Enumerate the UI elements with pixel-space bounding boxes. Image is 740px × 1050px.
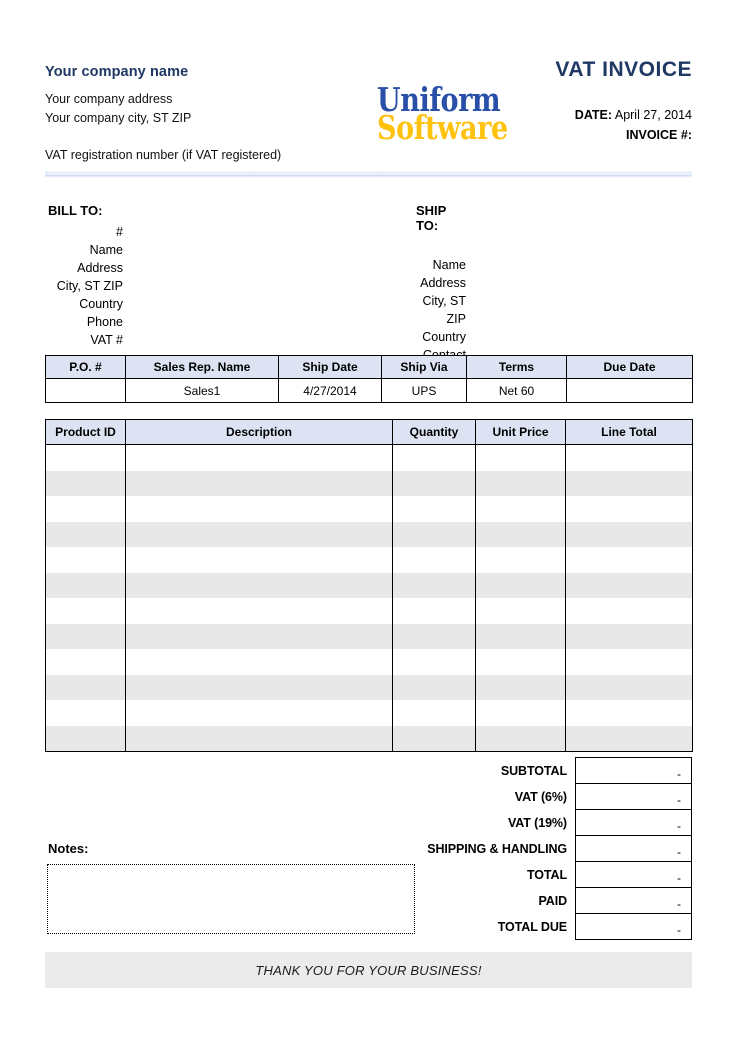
item-cell-product-id[interactable] [46, 522, 126, 548]
totals-row [403, 862, 692, 888]
item-cell-product-id[interactable] [46, 649, 126, 675]
ship-to-line[interactable]: Country [422, 330, 466, 344]
logo-text-uniform: Uniform [377, 80, 501, 119]
totals-label: SHIPPING & HANDLING [427, 842, 567, 856]
header-divider [45, 171, 692, 178]
item-cell-description[interactable] [126, 726, 393, 752]
uniform-software-logo [377, 80, 508, 147]
company-city-state-zip: Your company city, ST ZIP [45, 111, 192, 125]
item-cell-line-total[interactable] [566, 649, 693, 675]
ship-to-block [416, 203, 466, 364]
items-header-unit-price: Unit Price [476, 420, 566, 445]
item-cell-unit-price[interactable] [476, 649, 566, 675]
item-cell-line-total[interactable] [566, 675, 693, 701]
items-table-header-row [46, 420, 693, 445]
totals-label: TOTAL [526, 868, 567, 882]
info-header-po: P.O. # [46, 356, 126, 379]
item-cell-description[interactable] [126, 573, 393, 599]
items-header-line-total: Line Total [566, 420, 693, 445]
items-header-product-id: Product ID [46, 420, 126, 445]
item-cell-quantity[interactable] [393, 726, 476, 752]
bill-to-line[interactable]: Name [89, 243, 123, 257]
totals-label: VAT (6%) [514, 790, 567, 804]
ship-to-line[interactable]: Address [420, 276, 466, 290]
table-row [46, 445, 693, 471]
item-cell-product-id[interactable] [46, 496, 126, 522]
invoice-date-row [575, 108, 692, 122]
item-cell-unit-price[interactable] [476, 675, 566, 701]
item-cell-description[interactable] [126, 624, 393, 650]
items-header-quantity: Quantity [393, 420, 476, 445]
item-cell-line-total[interactable] [566, 624, 693, 650]
invoice-number-row [626, 128, 692, 142]
item-cell-description[interactable] [126, 445, 393, 471]
info-header-ship-date: Ship Date [279, 356, 382, 379]
bill-to-block [48, 203, 123, 349]
bill-to-lines[interactable] [48, 223, 123, 349]
item-cell-description[interactable] [126, 471, 393, 497]
item-cell-quantity[interactable] [393, 624, 476, 650]
table-row [46, 573, 693, 599]
info-value-due-date[interactable] [567, 379, 693, 403]
invoice-number-label: INVOICE #: [626, 128, 692, 142]
item-cell-unit-price[interactable] [476, 522, 566, 548]
info-value-ship-via[interactable]: UPS [382, 379, 467, 403]
item-cell-quantity[interactable] [393, 675, 476, 701]
item-cell-unit-price[interactable] [476, 726, 566, 752]
table-row [46, 598, 693, 624]
item-cell-line-total[interactable] [566, 700, 693, 726]
item-cell-description[interactable] [126, 496, 393, 522]
item-cell-line-total[interactable] [566, 547, 693, 573]
item-cell-unit-price[interactable] [476, 471, 566, 497]
info-value-terms[interactable]: Net 60 [467, 379, 567, 403]
item-cell-product-id[interactable] [46, 471, 126, 497]
item-cell-product-id[interactable] [46, 726, 126, 752]
item-cell-unit-price[interactable] [476, 598, 566, 624]
item-cell-description[interactable] [126, 547, 393, 573]
table-row [46, 471, 693, 497]
info-table-header-row [46, 356, 693, 379]
invoice-date-label: DATE: [574, 108, 613, 122]
company-address: Your company address [45, 92, 173, 106]
item-cell-product-id[interactable] [46, 700, 126, 726]
invoice-date-value[interactable]: April 27, 2014 [614, 108, 692, 122]
table-row [46, 726, 693, 752]
table-row [46, 624, 693, 650]
notes-input[interactable] [47, 864, 415, 934]
totals-row [403, 914, 692, 940]
item-cell-product-id[interactable] [46, 547, 126, 573]
totals-label: SUBTOTAL [500, 764, 567, 778]
item-cell-description[interactable] [126, 700, 393, 726]
item-cell-product-id[interactable] [46, 598, 126, 624]
info-table-value-row [46, 379, 693, 403]
item-cell-unit-price[interactable] [476, 573, 566, 599]
item-cell-unit-price[interactable] [476, 445, 566, 471]
item-cell-line-total[interactable] [566, 445, 693, 471]
ship-to-line[interactable]: Name [432, 258, 466, 272]
table-row [46, 700, 693, 726]
item-cell-description[interactable] [126, 598, 393, 624]
totals-value[interactable]: - [575, 913, 692, 940]
logo-text-software: Software [377, 107, 508, 147]
totals-value[interactable]: - [575, 757, 692, 784]
item-cell-unit-price[interactable] [476, 624, 566, 650]
item-cell-quantity[interactable] [393, 649, 476, 675]
item-cell-product-id[interactable] [46, 675, 126, 701]
bill-to-line[interactable]: Address [77, 261, 123, 275]
footer-message: THANK YOU FOR YOUR BUSINESS! [45, 952, 692, 988]
item-cell-line-total[interactable] [566, 522, 693, 548]
totals-value[interactable]: - [575, 809, 692, 836]
item-cell-line-total[interactable] [566, 471, 693, 497]
notes-label: Notes: [48, 841, 89, 856]
items-header-description: Description [126, 420, 393, 445]
totals-section [403, 758, 692, 940]
ship-to-lines[interactable] [416, 238, 466, 364]
item-cell-unit-price[interactable] [476, 547, 566, 573]
bill-to-line[interactable]: VAT # [90, 333, 123, 347]
item-cell-unit-price[interactable] [476, 700, 566, 726]
totals-label: PAID [538, 894, 567, 908]
item-cell-quantity[interactable] [393, 547, 476, 573]
table-row [46, 496, 693, 522]
totals-row [403, 784, 692, 810]
totals-label: TOTAL DUE [497, 920, 567, 934]
totals-label: VAT (19%) [507, 816, 567, 830]
item-cell-unit-price[interactable] [476, 496, 566, 522]
table-row [46, 649, 693, 675]
company-vat-registration: VAT registration number (if VAT registered) [45, 148, 282, 162]
page-title: VAT INVOICE [555, 58, 692, 81]
ship-to-title: SHIP TO: [416, 203, 447, 233]
item-cell-quantity[interactable] [393, 700, 476, 726]
info-header-sales-rep: Sales Rep. Name [126, 356, 279, 379]
table-row [46, 547, 693, 573]
item-cell-quantity[interactable] [393, 496, 476, 522]
ship-to-line[interactable]: City, ST ZIP [422, 294, 466, 326]
info-value-po[interactable] [46, 379, 126, 403]
bill-to-line[interactable]: City, ST ZIP [56, 279, 123, 293]
totals-value[interactable]: - [575, 835, 692, 862]
info-value-sales-rep[interactable]: Sales1 [126, 379, 279, 403]
table-row [46, 522, 693, 548]
company-name: Your company name [45, 64, 189, 80]
item-cell-quantity[interactable] [393, 598, 476, 624]
bill-to-line[interactable]: # [116, 225, 123, 239]
info-value-ship-date[interactable]: 4/27/2014 [279, 379, 382, 403]
bill-to-title: BILL TO: [48, 203, 103, 218]
line-items-table [45, 419, 693, 752]
item-cell-description[interactable] [126, 675, 393, 701]
totals-row [403, 836, 692, 862]
item-cell-description[interactable] [126, 522, 393, 548]
item-cell-line-total[interactable] [566, 573, 693, 599]
totals-row [403, 888, 692, 914]
item-cell-quantity[interactable] [393, 522, 476, 548]
totals-value[interactable]: - [575, 861, 692, 888]
item-cell-product-id[interactable] [46, 573, 126, 599]
totals-row [403, 810, 692, 836]
item-cell-quantity[interactable] [393, 471, 476, 497]
item-cell-line-total[interactable] [566, 726, 693, 752]
item-cell-product-id[interactable] [46, 624, 126, 650]
item-cell-product-id[interactable] [46, 445, 126, 471]
table-row [46, 675, 693, 701]
item-cell-quantity[interactable] [393, 573, 476, 599]
totals-value[interactable]: - [575, 887, 692, 914]
shipping-info-table [45, 355, 693, 403]
info-header-terms: Terms [467, 356, 567, 379]
item-cell-quantity[interactable] [393, 445, 476, 471]
item-cell-line-total[interactable] [566, 496, 693, 522]
line-items-body [46, 445, 693, 752]
totals-row [403, 758, 692, 784]
bill-to-line[interactable]: Country [79, 297, 123, 311]
item-cell-description[interactable] [126, 649, 393, 675]
info-header-due-date: Due Date [567, 356, 693, 379]
info-header-ship-via: Ship Via [382, 356, 467, 379]
item-cell-line-total[interactable] [566, 598, 693, 624]
totals-value[interactable]: - [575, 783, 692, 810]
bill-to-line[interactable]: Phone [86, 315, 123, 329]
